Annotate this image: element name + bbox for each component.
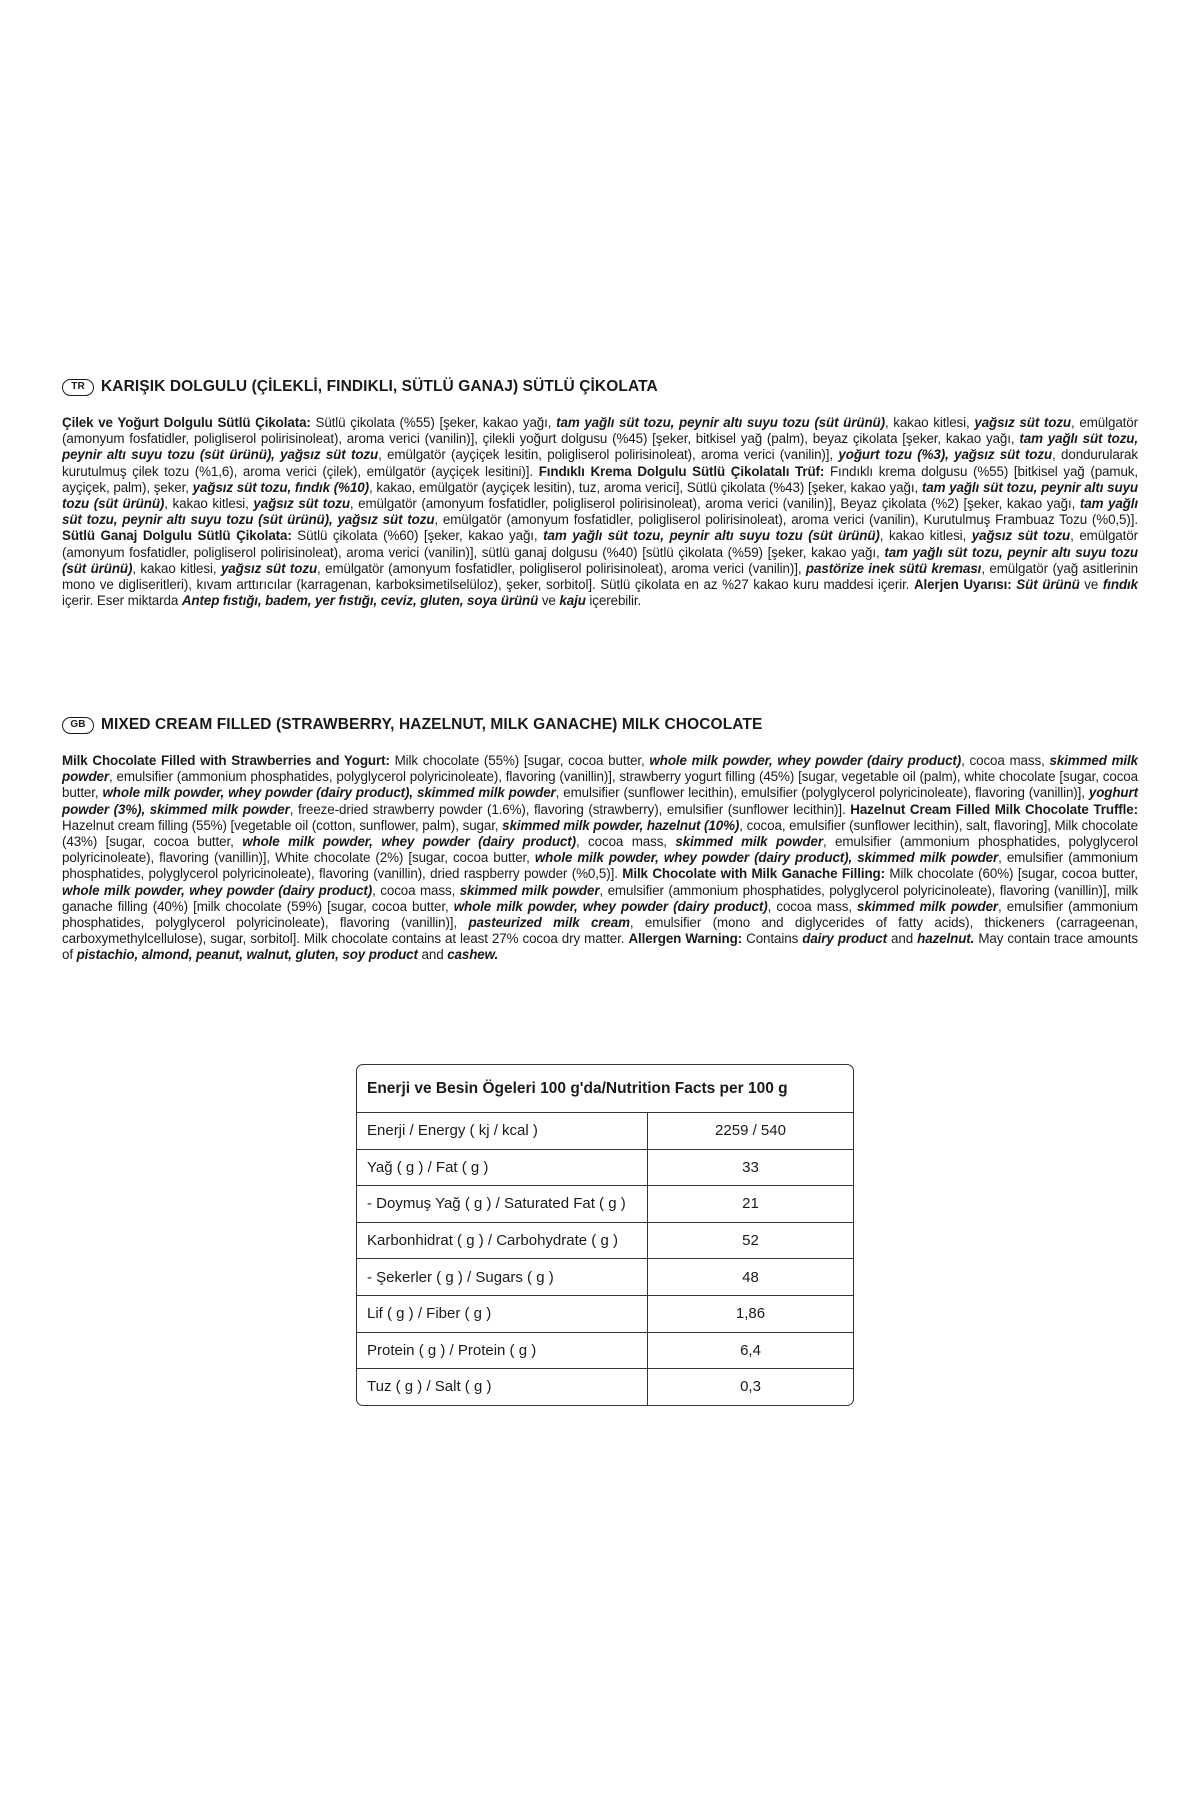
ingredient-text: and (417, 947, 448, 963)
nutrition-row-salt (357, 1369, 853, 1405)
turkish-product-title: KARIŞIK DOLGULU (ÇİLEKLİ, FINDIKLI, SÜTLÜ GANAJ) SÜTLÜ ÇİKOLATA (101, 378, 658, 395)
ingredient-text: , cocoa, emulsifier (sunflower lecithin), salt, flavoring], Milk chocolate (43%) [sugar, cocoa butter, (62, 817, 1139, 850)
nutrient-label: - Şekerler ( g ) / Sugars ( g ) (357, 1259, 648, 1296)
allergen-text: pistachio, almond, peanut, walnut, gluten, soy product (76, 947, 418, 963)
allergen-text: yağsız süt tozu (220, 560, 318, 576)
ingredient-text: , emülgatör (amonyum fosfatidler, poligliserol polirisinoleat), aroma verici (vanilin), Kurutulmuş Frambuaz Tozu (%0,5)]. (434, 512, 1138, 528)
ingredient-text: May contain trace amounts of (62, 931, 1138, 963)
ingredient-text: , emülgatör (ayçiçek lesitin, poligliserol polirisinoleat), aroma verici (vanilin)], (378, 447, 839, 463)
ingredient-text: , emulsifier (ammonium phosphatides, polyglycerol polyricinoleate), flavoring (vanillin)], (62, 898, 1138, 931)
allergen-text: tam yağlı süt tozu, peynir altı suyu tozu (süt ürünü) (62, 544, 1139, 576)
nutrient-value: 6,4 (648, 1332, 854, 1369)
allergen-text: whole milk powder, whey powder (dairy product), skimmed milk powder (534, 850, 999, 866)
section-label: Sütlü Ganaj Dolgulu Sütlü Çikolata: (62, 528, 292, 544)
ingredient-text: , emülgatör (amonyum fosfatidler, poligliserol polirisinoleat), aroma verici (vanilin)], sütlü ganaj dolgusu (%40) [sütlü çikolata (%59) [şeker, kakao yağı, (62, 528, 1138, 560)
nutrient-value: 2259 / 540 (648, 1113, 854, 1150)
nutrition-row-sugars (357, 1259, 853, 1296)
section-label: Hazelnut Cream Filled Milk Chocolate Truffle: (850, 801, 1138, 817)
ingredient-text: , emülgatör (amonyum fosfatidler, poligliserol polirisinoleat), aroma verici (vanilin)], çilekli yoğurt dolgusu (%45) [şeker, bitkisel yağ (palm), beyaz çikolata [şeker, kakao yağı, (62, 415, 1138, 447)
nutrient-label: Lif ( g ) / Fiber ( g ) (357, 1295, 648, 1332)
allergen-text: skimmed milk powder (459, 882, 600, 898)
allergen-text: fındık (1102, 577, 1139, 593)
allergen-text: Antep fıstığı, badem, yer fıstığı, ceviz, gluten, soya ürünü (181, 593, 539, 609)
ingredient-text: , emulsifier (sunflower lecithin), emulsifier (polyglycerol polyricinoleate), flavoring (vanillin)], (555, 785, 1089, 801)
nutrition-row-fiber (357, 1295, 853, 1332)
allergen-text: yağsız süt tozu (253, 496, 350, 512)
allergen-text: pasteurized milk cream (468, 915, 630, 931)
allergen-text: whole milk powder, whey powder (dairy product) (453, 898, 768, 914)
allergen-text: yağsız süt tozu (974, 415, 1072, 430)
nutrient-label: Protein ( g ) / Protein ( g ) (357, 1332, 648, 1369)
nutrient-label: - Doymuş Yağ ( g ) / Saturated Fat ( g ) (357, 1186, 648, 1223)
english-heading (62, 716, 1138, 734)
allergen-text: whole milk powder, whey powder (dairy product) (242, 834, 576, 850)
ingredient-text: Fındıklı krema dolgusu (%55) [bitkisel yağ (pamuk, ayçiçek, palm), şeker, (62, 463, 1139, 495)
english-section (62, 716, 1138, 964)
ingredient-text: , emülgatör (amonyum fosfatidler, poligliserol polirisinoleat), aroma verici (vanilin)], Beyaz çikolata (%2) [şeker, kakao yağı, (349, 496, 1080, 512)
allergen-text: tam yağlı süt tozu, peynir altı suyu tozu (süt ürünü), yağsız süt tozu (62, 496, 1139, 528)
ingredient-text: Contains (742, 931, 803, 947)
allergen-text: cashew. (447, 947, 499, 963)
ingredient-text: , cocoa mass, (372, 882, 460, 898)
allergen-text: yoghurt powder (3%), skimmed milk powder (62, 785, 1138, 817)
allergen-text: tam yağlı süt tozu, peynir altı suyu tozu (süt ürünü) (543, 528, 880, 544)
ingredient-text: , emülgatör (yağ asitlerinin mono ve digliseritleri), kıvam arttırıcılar (karragenan, karboksimetilselüloz), şeker, sorbitol]. Sütlü çikolata en az %27 kakao kuru maddesi içerir. (62, 560, 1138, 593)
ingredient-text: , kakao, emülgatör (ayçiçek lesitin), tuz, aroma verici], Sütlü çikolata (%43) [şeker, kakao yağı, (369, 479, 922, 495)
section-label: Milk Chocolate with Milk Ganache Filling: (622, 866, 885, 882)
ingredient-text: Sütlü çikolata (%55) [şeker, kakao yağı, (310, 415, 557, 430)
ingredient-text: , kakao kitlesi, (884, 415, 975, 430)
allergen-text: tam yağlı süt tozu, peynir altı suyu tozu (süt ürünü) (556, 415, 885, 430)
nutrition-row-protein (357, 1332, 853, 1369)
allergen-text: tam yağlı süt tozu, peynir altı suyu tozu (süt ürünü) (62, 479, 1139, 512)
nutrient-value: 21 (648, 1186, 854, 1223)
nutrient-value: 1,86 (648, 1295, 854, 1332)
allergen-text: whole milk powder, whey powder (dairy product) (649, 753, 962, 768)
nutrition-facts-table (356, 1064, 854, 1406)
nutrition-header-row (357, 1065, 853, 1113)
ingredient-text: içerebilir. (585, 593, 642, 609)
allergen-text: tam yağlı süt tozu, peynir altı suyu tozu (süt ürünü), yağsız süt tozu (62, 431, 1138, 463)
allergen-text: pastörize inek sütü kreması (805, 560, 982, 576)
turkish-section (62, 378, 1138, 609)
section-label: Fındıklı Krema Dolgulu Sütlü Çikolatalı Trüf: (538, 463, 825, 479)
ingredient-text: , emulsifier (mono and diglycerides of fatty acids), thickeners (carrageenan, carboxymethylcellulose), sugar, sorbitol]. Milk chocolate contains at least 27% cocoa dry matter. (62, 915, 1138, 947)
ingredient-text: Sütlü çikolata (%60) [şeker, kakao yağı, (291, 528, 544, 544)
nutrient-value: 33 (648, 1149, 854, 1186)
nutrient-label: Karbonhidrat ( g ) / Carbohydrate ( g ) (357, 1222, 648, 1259)
allergen-text: yağsız süt tozu (971, 528, 1071, 544)
ingredient-text: Milk chocolate (60%) [sugar, cocoa butter, (884, 866, 1138, 882)
tr-language-badge: TR (62, 379, 94, 396)
ingredient-text: , emulsifier (ammonium phosphatides, polyglycerol polyricinoleate), flavoring (vanillin)], milk ganache filling (40%) [milk chocolate (59%) [sugar, cocoa butter, (62, 882, 1138, 914)
section-label: Alerjen Uyarısı: (913, 577, 1012, 593)
ingredient-text: Milk chocolate (55%) [sugar, cocoa butter, (389, 753, 650, 768)
allergen-text: dairy product (802, 931, 887, 947)
allergen-text: yoğurt tozu (%3), yağsız süt tozu (838, 447, 1053, 463)
english-ingredients (62, 753, 1138, 964)
section-label: Allergen Warning: (628, 931, 743, 947)
ingredient-text: , kakao kitlesi, (879, 528, 972, 544)
ingredient-text: , emülgatör (amonyum fosfatidler, poligliserol polirisinoleat), aroma verici (vanilin)], (317, 560, 806, 576)
ingredient-text: içerir. Eser miktarda (62, 593, 182, 609)
nutrition-row-fat (357, 1149, 853, 1186)
section-label: Milk Chocolate Filled with Strawberries and Yogurt: (62, 753, 390, 768)
nutrient-label: Enerji / Energy ( kj / kcal ) (357, 1113, 648, 1150)
turkish-ingredients (62, 415, 1138, 609)
ingredient-text: ve (538, 593, 560, 609)
ingredient-text: , dondurularak kurutulmuş çilek tozu (%1,6), aroma verici (çilek), emülgatör (ayçiçek lesitini)]. (62, 447, 1138, 479)
allergen-text: skimmed milk powder, hazelnut (10%) (502, 817, 740, 833)
nutrient-label: Tuz ( g ) / Salt ( g ) (367, 1378, 492, 1396)
ingredient-text: , cocoa mass, (575, 834, 676, 850)
allergen-text: whole milk powder, whey powder (dairy product), skimmed milk powder (102, 785, 556, 801)
nutrition-title: Enerji ve Besin Ögeleri 100 g'da/Nutrition Facts per 100 g (357, 1065, 853, 1113)
nutrient-value: 52 (648, 1222, 854, 1259)
ingredient-text: , emulsifier (ammonium phosphatides, polyglycerol polyricinoleate), flavoring (vanillin)], White chocolate (2%) [sugar, cocoa butter, (62, 834, 1138, 866)
allergen-text: whole milk powder, whey powder (dairy product) (62, 882, 373, 898)
allergen-text: skimmed milk powder (857, 898, 999, 914)
ingredient-text: , kakao kitlesi, (132, 560, 221, 576)
allergen-text: skimmed milk powder (62, 753, 1138, 785)
ingredient-text: , emulsifier (ammonium phosphatides, polyglycerol polyricinoleate), flavoring (vanillin)], strawberry yogurt filling (45%) [sugar, vegetable oil (palm), white chocolate [sugar, cocoa butter, (62, 769, 1138, 801)
ingredient-text: , kakao kitlesi, (164, 496, 254, 512)
ingredient-text: , emulsifier (ammonium phosphatides, polyglycerol polyricinoleate), flavoring (vanillin), dried raspberry powder (%0,5)]. (62, 850, 1138, 882)
section-label: Çilek ve Yoğurt Dolgulu Sütlü Çikolata: (62, 415, 311, 430)
ingredient-text: ve (1079, 577, 1103, 593)
ingredient-text: Hazelnut cream filling (55%) [vegetable oil (cotton, sunflower, palm), sugar, (62, 817, 503, 833)
nutrient-value: 0,3 (648, 1369, 854, 1405)
allergen-text: yağsız süt tozu, fındık (%10) (192, 479, 370, 495)
allergen-text: kaju (559, 593, 586, 609)
nutrition-row-carbohydrate (357, 1222, 853, 1259)
ingredient-text: , cocoa mass, (767, 898, 858, 914)
ingredient-text: , freeze-dried strawberry powder (1.6%), flavoring (strawberry), emulsifier (sunflower lecithin)]. (289, 801, 851, 817)
ingredient-text: and (886, 931, 918, 947)
nutrient-value: 48 (648, 1259, 854, 1296)
nutrition-row-saturated-fat (357, 1186, 853, 1223)
turkish-heading (62, 378, 1138, 396)
allergen-text: skimmed milk powder (675, 834, 823, 850)
allergen-text: Süt ürünü (1016, 577, 1080, 593)
ingredient-text: , cocoa mass, (961, 753, 1050, 768)
gb-language-badge: GB (62, 717, 94, 734)
english-product-title: MIXED CREAM FILLED (STRAWBERRY, HAZELNUT, MILK GANACHE) MILK CHOCOLATE (101, 716, 763, 733)
nutrition-row-energy (357, 1113, 853, 1150)
allergen-text: hazelnut. (917, 931, 975, 947)
nutrient-label: Yağ ( g ) / Fat ( g ) (357, 1149, 648, 1186)
